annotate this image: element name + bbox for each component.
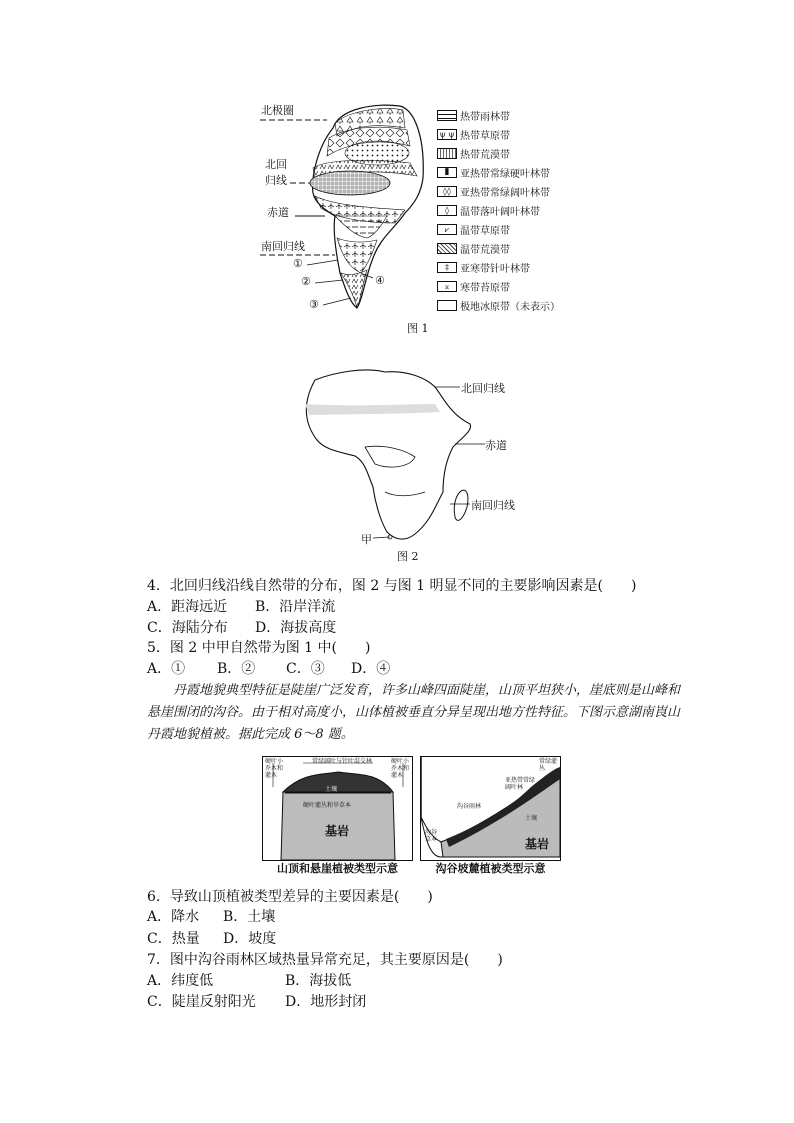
passage-danxia: 丹霞地貌典型特征是陡崖广泛发育，许多山峰四面陡崖，山顶平坦狭小，崖底则是山峰和悬崖围闭的沟谷。由于相对高度小，山体植被垂直分异呈现出地方性特征。下图示意湖南崀山丹霞地貌植被。据此完成 6～8 题。: [147, 683, 681, 742]
legend-item: ◊◊ 亚热带常绿阔叶林带: [437, 182, 550, 200]
label-mixed-forest: 常绿阔叶与针叶混交林: [311, 758, 372, 765]
lat-equator-label: 赤道: [267, 206, 289, 219]
question-4-option-b[interactable]: B．沿岸洋流: [255, 599, 336, 615]
figure-3-right: [420, 756, 561, 861]
question-5-option-d[interactable]: D．④: [351, 661, 391, 677]
map-marker-jia: 甲: [361, 533, 372, 546]
label-evergreen-shrub: 常绿灌丛: [539, 758, 558, 772]
ice-cap-swatch-icon: [437, 300, 457, 311]
lat-tropic-s-label: 南回归线: [261, 240, 305, 253]
question-6-option-b[interactable]: B．土壤: [223, 909, 276, 925]
legend-item: 极地冰原带（未表示）: [437, 296, 560, 314]
marker-3: ③: [309, 298, 319, 311]
legend-item: ▮ 亚热带常绿硬叶林带: [437, 163, 550, 181]
rainforest-swatch-icon: [437, 110, 457, 121]
legend-item: ⌅ 寒带苔原带: [437, 277, 510, 295]
question-7-option-a[interactable]: A．纬度低: [147, 973, 214, 989]
question-5-option-a[interactable]: A．①: [147, 661, 186, 677]
label-shrub-left: 硬叶小乔木和灌木: [265, 758, 284, 779]
figure-3-right-caption: 沟谷坡麓植被类型示意: [435, 862, 546, 875]
question-4: 4．北回归线沿线自然带的分布，图 2 与图 1 明显不同的主要影响因素是( ): [147, 578, 637, 594]
tropical-desert-swatch-icon: [437, 148, 457, 159]
question-5-option-c[interactable]: C．③: [286, 661, 325, 677]
question-6-option-a[interactable]: A．降水: [147, 909, 200, 925]
label-bedrock-left: 基岩: [325, 824, 350, 838]
marker-1: ①: [293, 257, 303, 270]
map-tropic-s-label: 南回归线: [471, 499, 515, 512]
question-5-option-b[interactable]: B．②: [217, 661, 256, 677]
figure-3-left-caption: 山顶和悬崖植被类型示意: [277, 862, 398, 875]
label-soil-left: 土壤: [325, 786, 338, 793]
tundra-swatch-icon: ⌅: [437, 281, 457, 292]
question-7: 7．图中沟谷雨林区域热量异常充足，其主要原因是( ): [147, 952, 503, 968]
question-6: 6．导致山顶植被类型差异的主要因素是( ): [147, 889, 433, 905]
label-soil-right: 土壤: [525, 815, 538, 822]
evergreen-broadleaf-swatch-icon: ◊◊: [437, 186, 457, 197]
lat-tropic-n-label-2: 归线: [265, 174, 287, 187]
question-5: 5．图 2 中甲自然带为图 1 中( ): [147, 640, 371, 656]
label-bedrock-right: 基岩: [525, 837, 550, 851]
label-evergreen-broadleaf: 亚热带常绿阔叶林: [505, 777, 536, 791]
temperate-grass-swatch-icon: ⩗: [437, 224, 457, 235]
legend-item: ⩗ 温带草原带: [437, 220, 510, 238]
figure-2-caption: 图 2: [397, 550, 419, 563]
legend-item: ◊ 温带落叶阔叶林带: [437, 201, 540, 219]
question-4-option-d[interactable]: D．海拔高度: [255, 620, 337, 636]
question-6-option-c[interactable]: C．热量: [147, 931, 200, 947]
savanna-swatch-icon: ψ ψ: [437, 129, 457, 140]
label-shrub-grass: 硬叶灌丛和旱草本: [303, 802, 352, 809]
legend-item: 热带荒漠带: [437, 144, 510, 162]
question-4-option-c[interactable]: C．海陆分布: [147, 620, 228, 636]
figure-2: [295, 352, 555, 562]
label-valley-rainforest: 沟谷雨林: [457, 803, 482, 810]
question-6-option-d[interactable]: D．坡度: [223, 931, 277, 947]
figure-3-left: [262, 756, 413, 861]
label-valley-herb: 沟谷草本: [425, 829, 438, 843]
lat-arctic-label: 北极圈: [261, 104, 294, 117]
deciduous-swatch-icon: ◊: [437, 205, 457, 216]
temperate-desert-swatch-icon: [437, 243, 457, 254]
marker-4: ④: [375, 274, 385, 287]
legend-item: 热带雨林带: [437, 106, 510, 124]
map-equator-label: 赤道: [485, 439, 507, 452]
lat-tropic-n-label-1: 北回: [265, 158, 287, 171]
question-4-option-a[interactable]: A．距海远近: [147, 599, 228, 615]
question-7-option-b[interactable]: B．海拔低: [285, 973, 352, 989]
taiga-swatch-icon: ‡: [437, 262, 457, 273]
question-7-option-d[interactable]: D．地形封闭: [285, 994, 367, 1010]
figure-1-caption: 图 1: [407, 322, 429, 335]
legend-item: ‡ 亚寒带针叶林带: [437, 258, 530, 276]
legend-item: ψ ψ 热带草原带: [437, 125, 510, 143]
legend-item: 温带荒漠带: [437, 239, 510, 257]
map-tropic-n-label: 北回归线: [461, 382, 505, 395]
marker-2: ②: [301, 275, 311, 288]
label-shrub-right: 硬叶小乔木和灌木: [391, 758, 410, 779]
africa-map: [295, 352, 555, 562]
sclerophyll-swatch-icon: ▮: [437, 167, 457, 178]
question-7-option-c[interactable]: C．陡崖反射阳光: [147, 994, 256, 1010]
